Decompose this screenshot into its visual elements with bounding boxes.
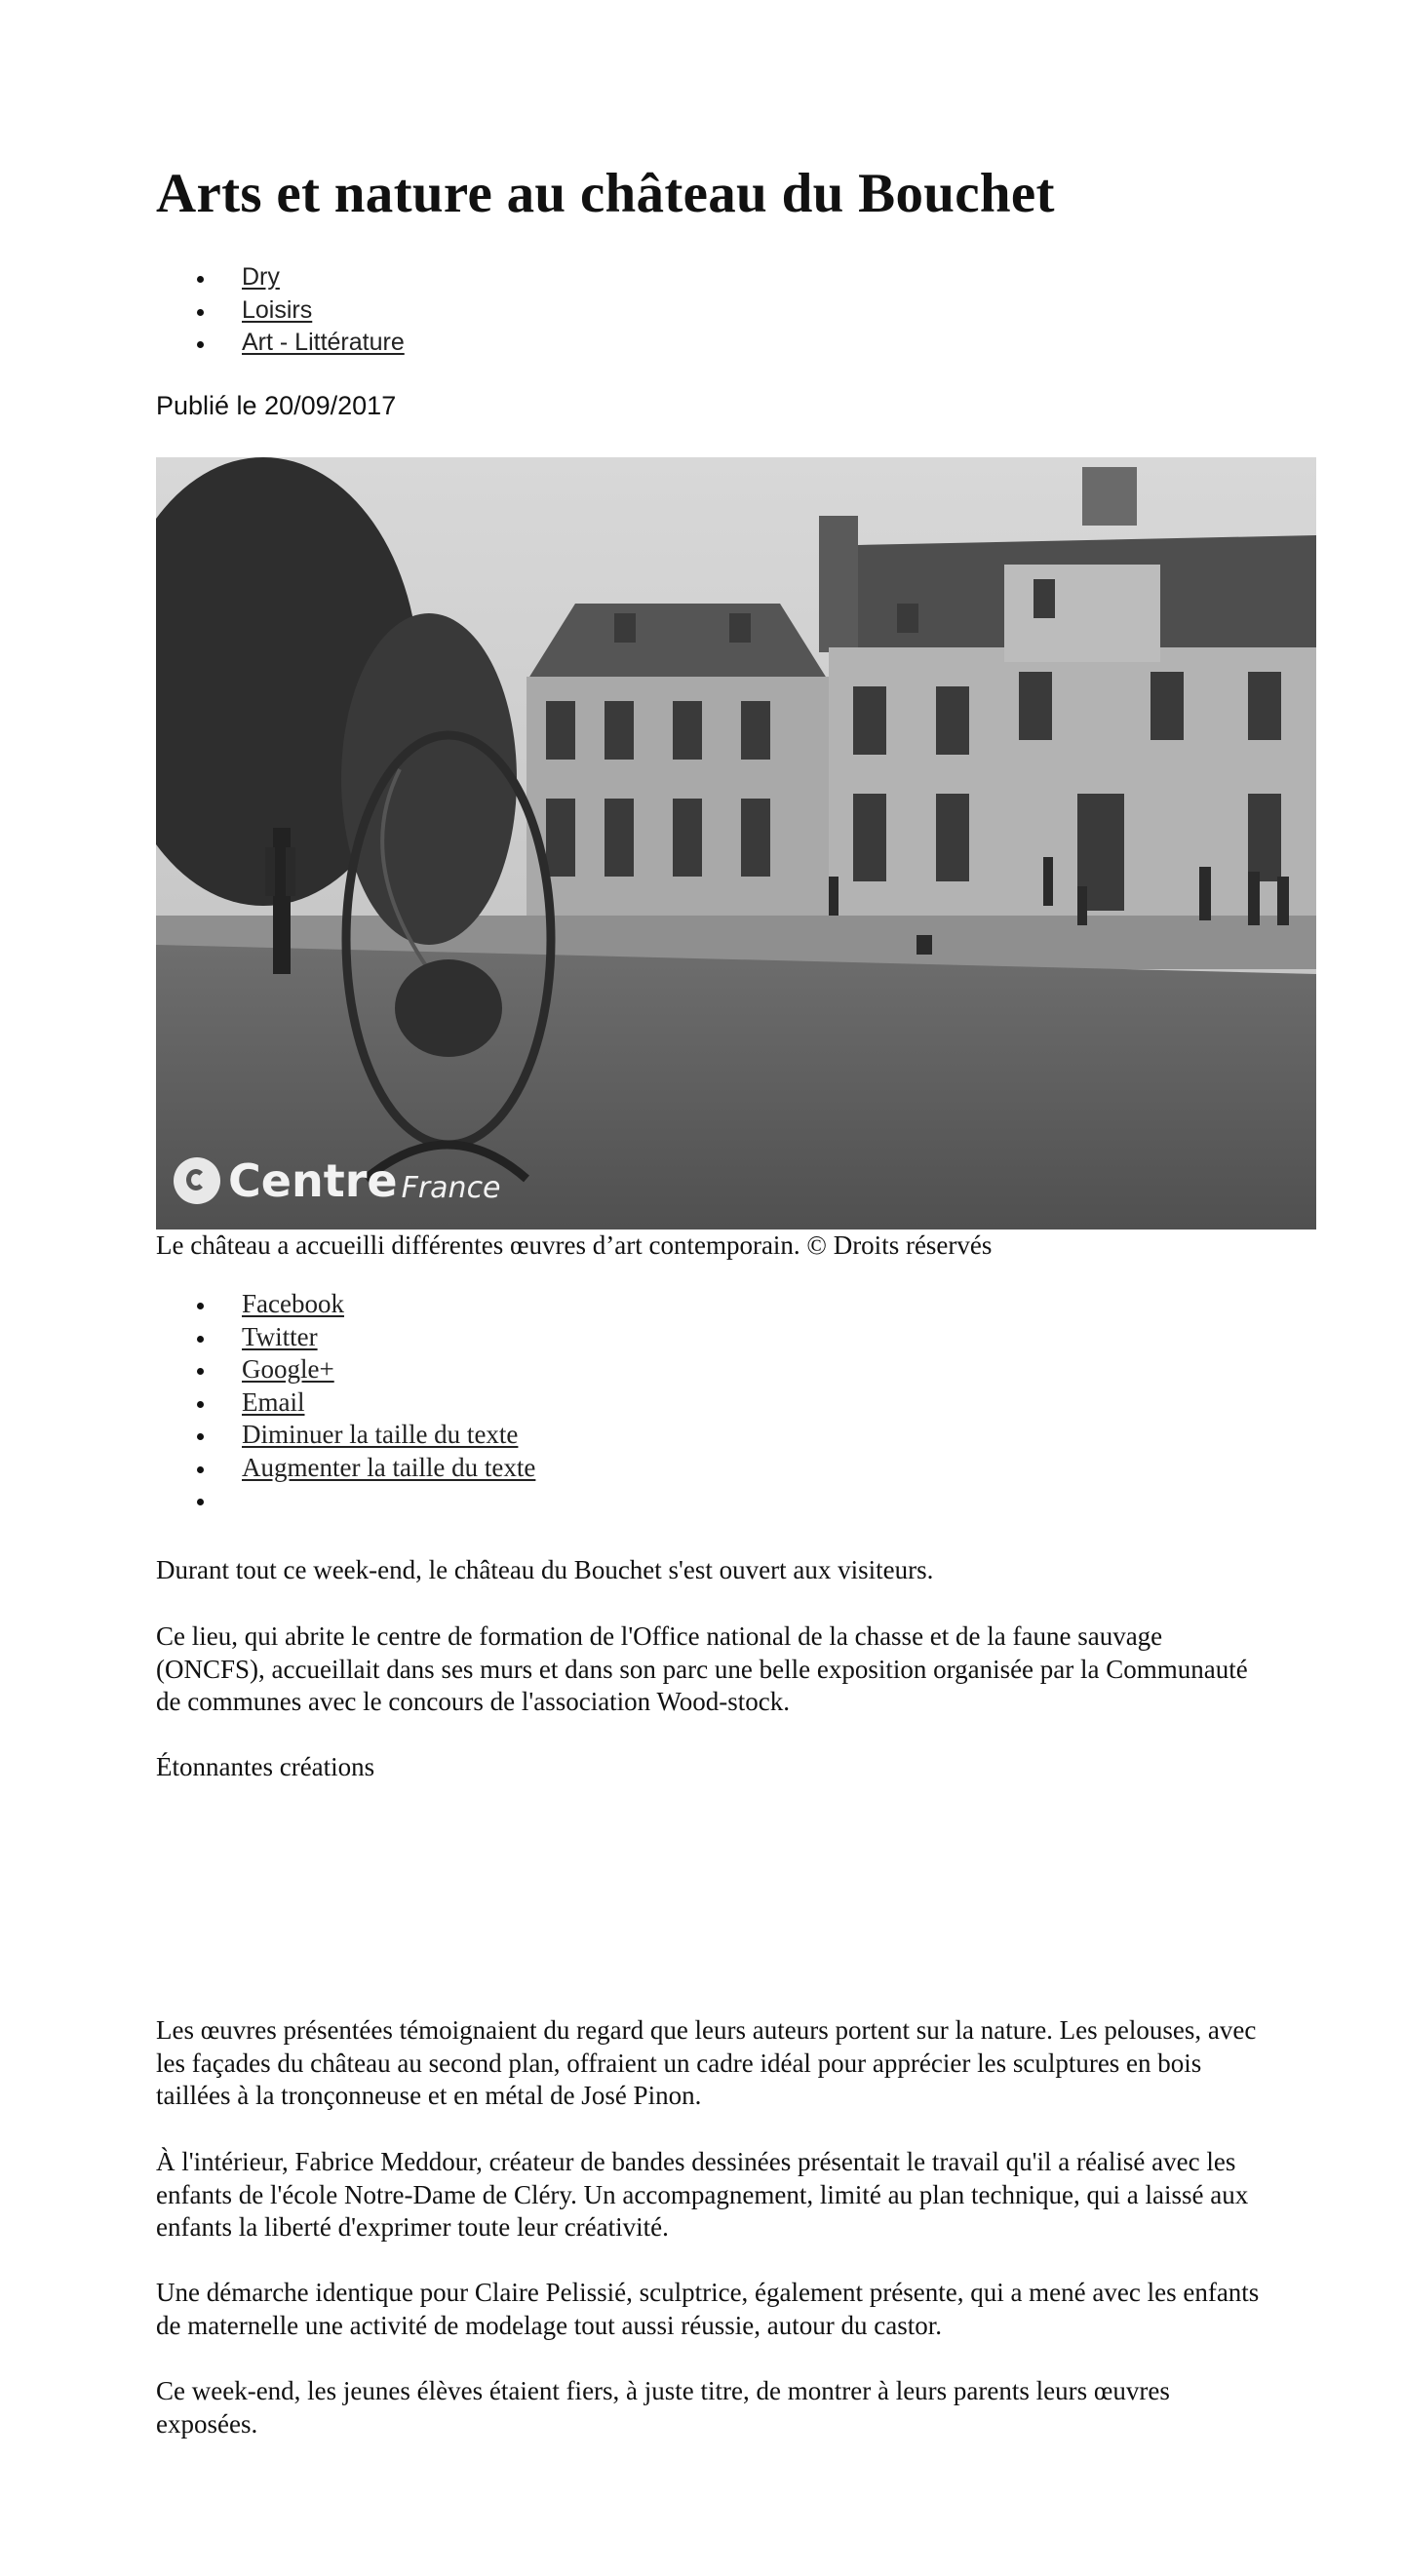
article-title: Arts et nature au château du Bouchet: [156, 163, 1055, 224]
list-item: [156, 1452, 535, 1485]
decrease-text-size-link[interactable]: Diminuer la taille du texte: [242, 1420, 519, 1449]
paragraph-demarche: Une démarche identique pour Claire Pelissié, sculptrice, également présente, qui a mené avec les enfants de maternelle une activité de modelage tout aussi réussie, autour du castor.: [156, 2278, 1260, 2340]
list-item: [156, 1484, 535, 1517]
share-email-link[interactable]: Email: [242, 1386, 305, 1417]
centre-france-logo-icon: [174, 1157, 220, 1204]
category-list: [156, 261, 405, 360]
paragraph-oncfs: Ce lieu, qui abrite le centre de formation de l'Office national de la chasse et de la faune sauvage (ONCFS), accueillait dans ses murs et dans son parc une belle exposition organisée par la Communauté de communes avec le concours de l'association Wood-stock.: [156, 1621, 1248, 1716]
subheading: Étonnantes créations: [156, 1752, 375, 1781]
list-item: [156, 1288, 535, 1321]
category-link-art-litterature[interactable]: Art - Littérature: [242, 329, 405, 356]
paragraph-intro: Durant tout ce week-end, le château du Bouchet s'est ouvert aux visiteurs.: [156, 1555, 934, 1584]
watermark-main: Centre: [228, 1154, 398, 1207]
list-item: [156, 1419, 535, 1452]
category-link-dry[interactable]: Dry: [242, 263, 280, 291]
list-item: [156, 261, 405, 294]
list-item: [156, 1321, 535, 1354]
increase-text-size-link[interactable]: Augmenter la taille du texte: [242, 1452, 536, 1482]
photo-caption: Le château a accueilli différentes œuvres d’art contemporain. © Droits réservés: [156, 1230, 993, 1260]
paragraph-interieur: À l'intérieur, Fabrice Meddour, créateur de bandes dessinées présentait le travail qu'il a réalisé avec les enfants de l'école Notre-Dame de Cléry. Un accompagnement, limité au plan technique, qui a laissé aux enfants la liberté d'exprimer toute leur créativité.: [156, 2147, 1249, 2242]
category-link-loisirs[interactable]: Loisirs: [242, 295, 313, 324]
centre-france-watermark: [174, 1154, 501, 1207]
chateau-photo-illustration: [156, 457, 1316, 1229]
article-photo: [156, 457, 1316, 1229]
share-list: [156, 1288, 535, 1517]
watermark-sub: France: [401, 1171, 501, 1205]
list-item: [156, 294, 405, 328]
paragraph-oeuvres: Les œuvres présentées témoignaient du regard que leurs auteurs portent sur la nature. Les pelouses, avec les façades du château au second plan, offraient un cadre idéal pour apprécier les sculptures en bois taillées à la tronçonneuse et en métal de José Pinon.: [156, 2015, 1257, 2110]
list-item: [156, 1386, 535, 1420]
paragraph-conclusion: Ce week-end, les jeunes élèves étaient fiers, à juste titre, de montrer à leurs parents leurs œuvres exposées.: [156, 2376, 1170, 2439]
share-facebook-link[interactable]: Facebook: [242, 1289, 344, 1318]
share-googleplus-link[interactable]: Google+: [242, 1354, 334, 1384]
list-item: [156, 1353, 535, 1386]
publication-date: Publié le 20/09/2017: [156, 391, 397, 420]
list-item: [156, 327, 405, 360]
share-twitter-link[interactable]: Twitter: [242, 1321, 318, 1351]
